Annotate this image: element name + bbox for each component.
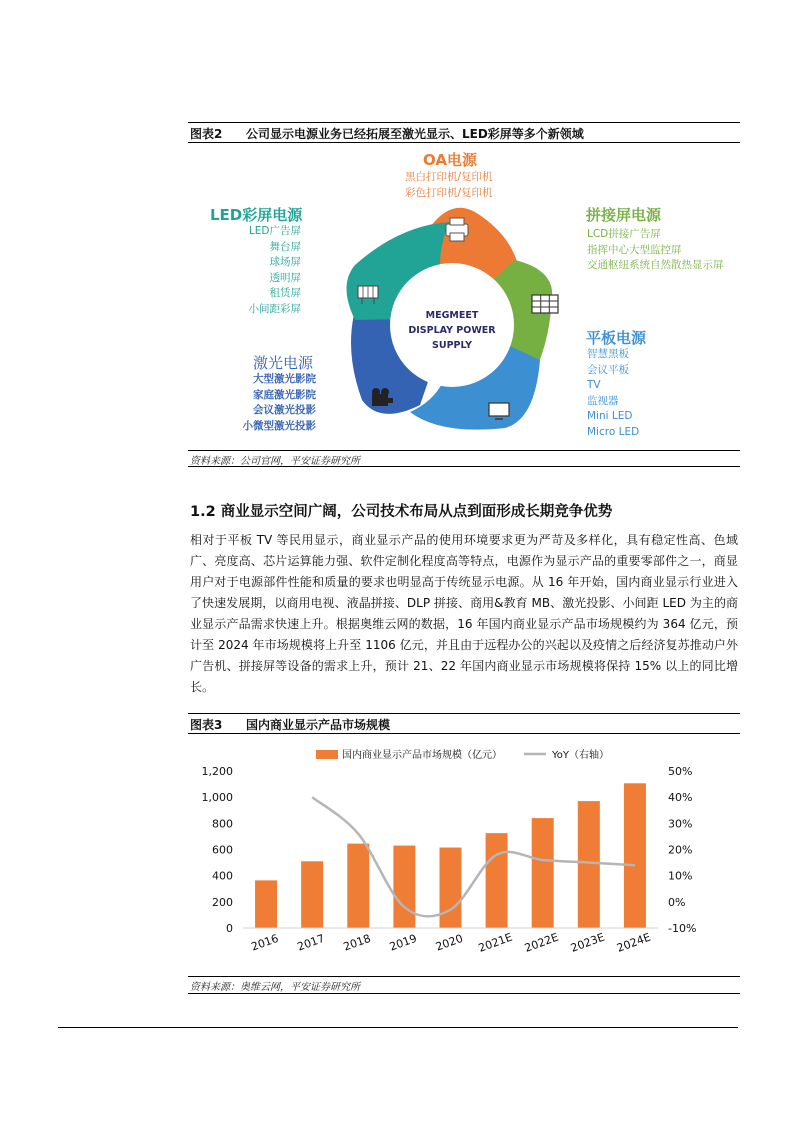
- figure3-top-rule: [188, 713, 740, 714]
- left-axis-tick-label: 400: [212, 869, 233, 883]
- legend-line-label: YoY（右轴）: [552, 750, 610, 761]
- laser-item: 小微型激光投影: [242, 419, 316, 432]
- display-power-diagram: [300, 190, 600, 450]
- splice-item: LCD拼接广告屏: [587, 228, 661, 240]
- figure3-title-text: 国内商业显示产品市场规模: [246, 718, 391, 732]
- x-axis-tick-label: 2022E: [522, 930, 561, 955]
- left-axis-tick-label: 200: [212, 895, 233, 909]
- x-axis-tick-label: 2019: [387, 931, 419, 954]
- left-axis-tick-label: 800: [212, 817, 233, 831]
- left-axis-tick-label: 600: [212, 843, 233, 857]
- led-item: 租赁屏: [269, 287, 301, 299]
- bar: [578, 801, 600, 928]
- right-axis-tick-label: 50%: [668, 765, 693, 778]
- flat-item: 会议平板: [587, 363, 629, 376]
- right-axis-tick-label: 10%: [668, 869, 693, 883]
- left-axis-tick-label: 1,000: [201, 791, 233, 805]
- bar: [347, 844, 369, 928]
- splice-item: 指挥中心大型监控屏: [587, 243, 682, 256]
- figure2-top-rule: [188, 122, 740, 123]
- oa-item: 彩色打印机/复印机: [405, 186, 493, 199]
- section-heading: 1.2 商业显示空间广阔，公司技术布局从点到面形成长期竞争优势: [190, 504, 613, 520]
- bar: [393, 846, 415, 928]
- figure2-title-rule: [188, 142, 740, 143]
- figure2-title-text: 公司显示电源业务已经拓展至激光显示、LED彩屏等多个新领域: [246, 127, 584, 141]
- bar: [624, 783, 646, 928]
- section-paragraph: 相对于平板 TV 等民用显示，商业显示产品的使用环境要求更为严苛及多样化，具有稳定性高、色域广、亮度高、芯片运算能力强、软件定制化程度高等特点，电源作为显示产品的重要零部件之一，商显用户对于电源部件性能和质量的要求也明显高于传统显示电源。从 16 年开始，国内商业显示行业进入了快速发展期，以商用电视、液晶拼接、DLP 拼接、商用&教育 MB、激光投影、小间距 LED 为主的商业显示产品需求快速上升。根据奥维云网的数据，16 年国内商业显示产品市场规模约为 364 亿元，预计至 2024 年市场规模将上升至 1106 亿元，并且由于远程办公的兴起以及疫情之后经济复苏推动户外广告机、拼接屏等设备的需求上升，预计 21、22 年国内商业显示市场规模将保持 15% 以上的同比增长。: [190, 533, 738, 694]
- figure3-title: [190, 716, 390, 733]
- right-axis-tick-label: 40%: [668, 791, 693, 805]
- x-axis-tick-label: 2017: [295, 931, 327, 954]
- x-axis-tick-label: 2023E: [568, 930, 607, 955]
- led-item: 小间距彩屏: [248, 302, 301, 315]
- bar: [532, 818, 554, 928]
- oa-title: OA电源: [423, 151, 477, 169]
- figure2-title: [190, 125, 584, 142]
- right-axis-tick-label: -10%: [668, 922, 697, 935]
- right-axis-tick-label: 20%: [668, 843, 693, 857]
- oa-item: 黑白打印机/复印机: [405, 171, 493, 183]
- figure2-label: 图表2: [190, 127, 223, 141]
- x-axis-tick-label: 2020: [433, 931, 465, 954]
- figure3-label: 图表3: [190, 718, 223, 732]
- splice-items: [587, 227, 724, 274]
- led-item: 透明屏: [269, 271, 301, 284]
- led-item: LED广告屏: [248, 225, 301, 237]
- figure3-source: 资料来源：奥维云网，平安证券研究所: [190, 982, 360, 993]
- flat-item: 监视器: [587, 394, 619, 407]
- flat-item: Mini LED: [587, 410, 633, 422]
- led-item: 舞台屏: [269, 240, 301, 253]
- x-axis-tick-label: 2018: [341, 931, 373, 954]
- x-axis-tick-label: 2016: [249, 931, 281, 954]
- center-text-line3: SUPPLY: [432, 340, 472, 351]
- right-axis-tick-label: 0%: [668, 895, 686, 909]
- figure3-title-rule: [188, 733, 740, 734]
- oa-items: [405, 170, 493, 201]
- bar: [486, 833, 508, 928]
- led-items: [220, 224, 301, 317]
- figure2-source: 资料来源：公司官网，平安证券研究所: [190, 456, 360, 467]
- figure2-bottom-rule: [188, 466, 740, 467]
- splice-item: 交通枢纽系统自然散热显示屏: [587, 259, 724, 271]
- figure3-bottom-rule: [188, 993, 740, 994]
- laser-item: 会议激光投影: [253, 404, 316, 416]
- flat-title: 平板电源: [586, 329, 647, 347]
- flat-items: [587, 347, 639, 440]
- flat-item: 智慧黑板: [587, 348, 629, 360]
- market-size-chart: [188, 740, 740, 975]
- page-bottom-rule: [58, 1027, 738, 1028]
- chart-layer: [202, 748, 697, 955]
- figure2-source-rule: [188, 450, 740, 451]
- legend-bar-label: 国内商业显示产品市场规模（亿元）: [342, 750, 502, 761]
- laser-item: 大型激光影院: [253, 373, 316, 385]
- x-axis-tick-label: 2021E: [476, 930, 515, 955]
- bar: [255, 880, 277, 928]
- x-axis-tick-label: 2024E: [615, 930, 653, 955]
- right-axis-tick-label: 30%: [668, 817, 693, 831]
- flat-item: Micro LED: [587, 425, 640, 438]
- laser-items: [226, 372, 316, 434]
- bar: [301, 861, 323, 928]
- laser-title: 激光电源: [253, 354, 314, 372]
- left-axis-tick-label: 0: [226, 922, 233, 935]
- led-item: 球场屏: [269, 256, 301, 268]
- grid-screen-icon: [532, 295, 558, 313]
- laser-item: 家庭激光影院: [253, 388, 316, 401]
- flat-item: TV: [587, 379, 601, 391]
- center-text-line1: MEGMEET: [425, 310, 479, 321]
- figure3-source-rule: [188, 976, 740, 977]
- led-title: LED彩屏电源: [210, 206, 303, 224]
- bar: [440, 848, 462, 928]
- legend-bar-swatch: [316, 750, 338, 759]
- splice-title: 拼接屏电源: [586, 206, 662, 224]
- center-text-line2: DISPLAY POWER: [408, 325, 496, 336]
- left-axis-tick-label: 1,200: [201, 765, 233, 778]
